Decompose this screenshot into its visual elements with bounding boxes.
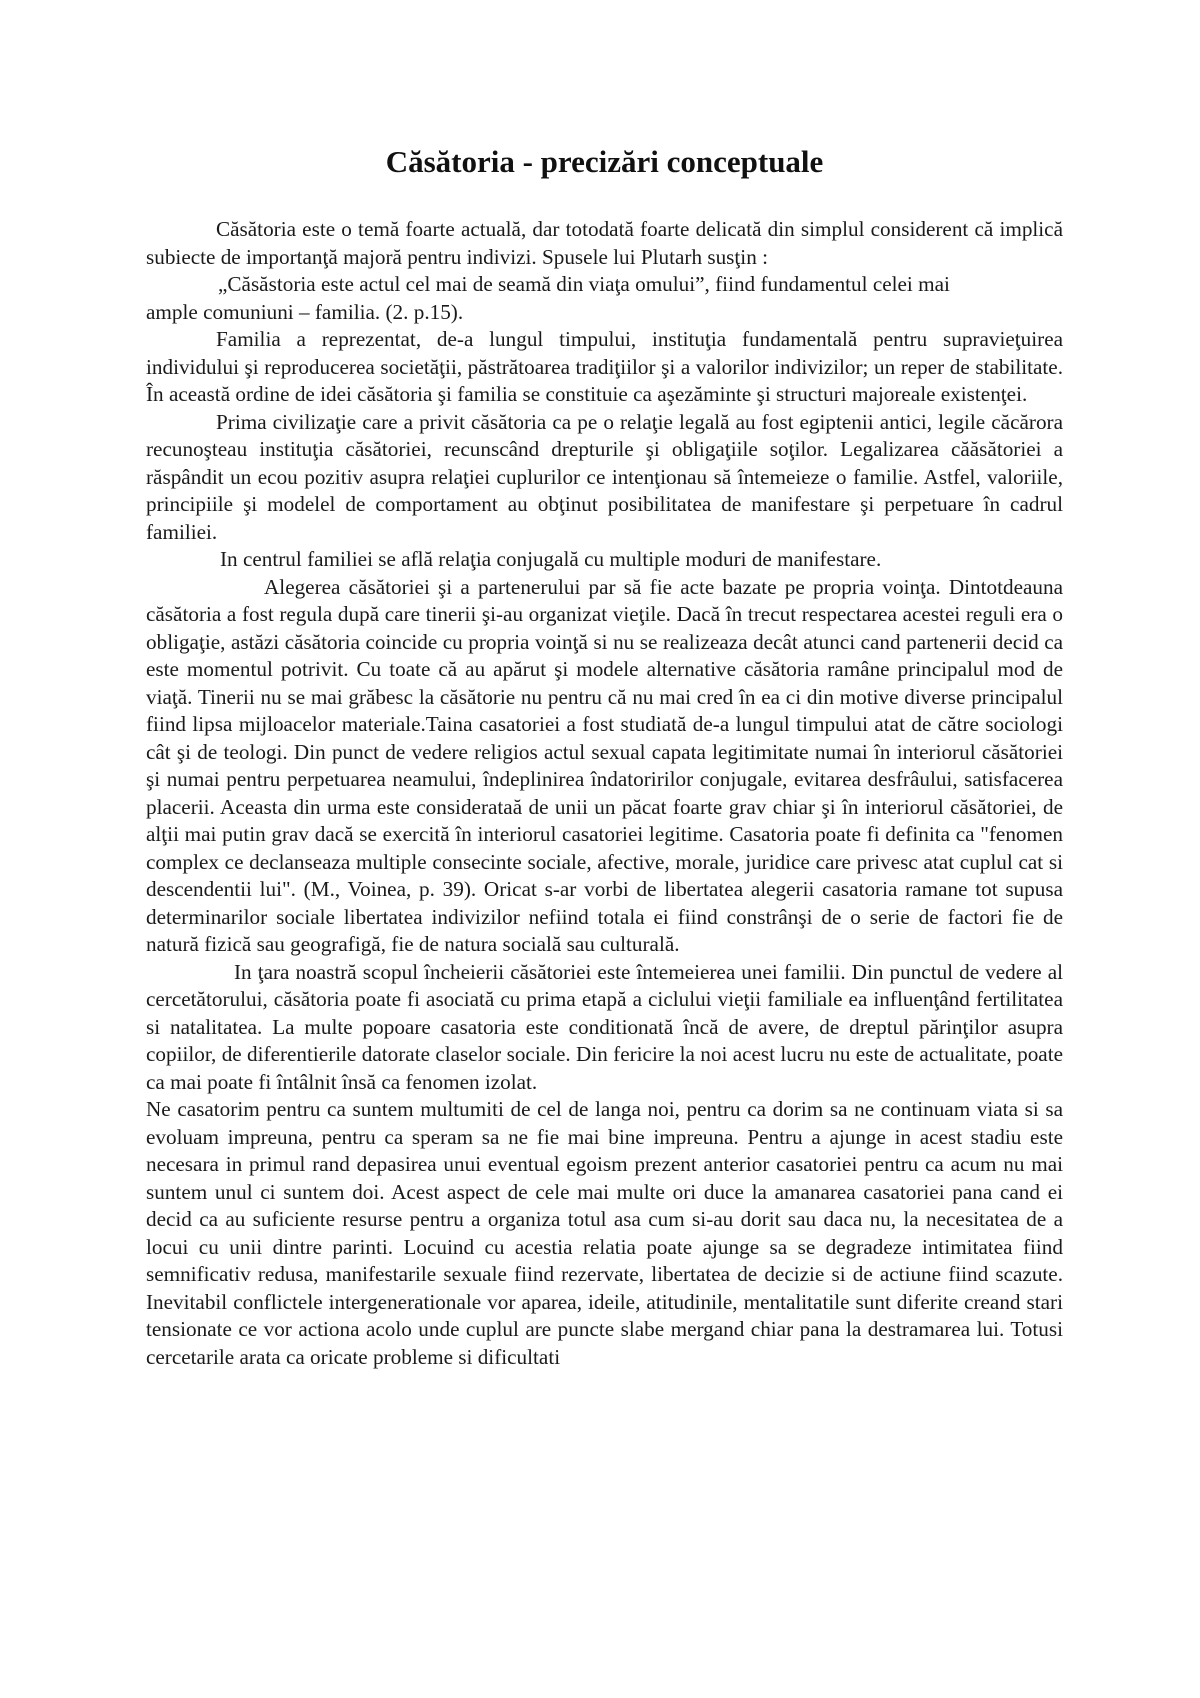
paragraph-country: In ţara noastră scopul încheierii căsătoriei este întemeierea unei familii. Din punctul de vedere al cercetătorului, căsătoria poate fi asociată cu prima etapă a ciclului vieţii familiale ea influenţând fertilitatea si natalitatea. La multe popoare casatoria este conditionată încă de avere, de dreptul părinţilor asupra copiilor, de diferentierile datorate claselor sociale. Din fericire la noi acest lucru nu este de actualitate, poate ca mai poate fi întâlnit însă ca fenomen izolat. [146, 959, 1063, 1094]
paragraph-quote-continuation: ample comuniuni – familia. (2. p.15). [146, 299, 464, 324]
paragraph-reasons: Ne casatorim pentru ca suntem multumiti de cel de langa noi, pentru ca dorim sa ne continuam viata si sa evoluam impreuna, pentru ca speram sa ne fie mai bine impreuna. Pentru a ajunge in acest stadiu este necesara in primul rand depasirea unui eventual egoism prezent anterior casatoriei pentru ca acum nu mai suntem unul ci suntem doi. Acest aspect de cele mai multe ori duce la amanarea casatoriei pana cand ei decid ca au suficiente resurse pentru a organiza totul asa cum si-au dorit sau daca nu, la necesitatea de a locui cu unii dintre parinti. Locuind cu acestia relatia poate ajunge sa se degradeze intimitatea fiind semnificativ redusa, manifestarile sexuale fiind rezervate, libertatea de decizie si de actiune fiind scazute. Inevitabil conflictele intergenerationale vor aparea, ideile, atitudinile, mentalitatile sunt diferite creand stari tensionate ce vor actiona acolo unde cuplul are puncte slabe mergand chiar pana la destramarea lui. Totusi cercetarile arata ca oricate probleme si dificultati [146, 1097, 1063, 1369]
document-body [146, 142, 1063, 1371]
paragraph-choice: Alegerea căsătoriei şi a partenerului par să fie acte bazate pe propria voinţa. Dintotdeauna căsătoria a fost regula după care tinerii şi-au organizat vieţile. Dacă în trecut respectarea acestei reguli era o obligaţie, astăzi căsătoria coincide cu propria voinţă si nu se realizeaza decât atunci cand partenerii decid ca este momentul potrivit. Cu toate că au apărut şi modele alternative căsătoria ramâne principalul mod de viaţă. Tinerii nu se mai grăbesc la căsătorie nu pentru că nu mai cred în ea ci din motive diverse principalul fiind lipsa mijloacelor materiale.Taina casatoriei a fost studiată de-a lungul timpului atat de către sociologi cât şi de teologi. Din punct de vedere religios actul sexual capata legitimitate numai în interiorul căsătoriei şi numai pentru perpetuarea neamului, îndeplinirea îndatoririlor conjugale, evitarea desfrâului, satisfacerea placerii. Aceasta din urma este considerataă de unii un păcat foarte grav chiar şi în interiorul căsătoriei, de alţii mai putin grav dacă se exercită în interiorul casatoriei legitime. Casatoria poate fi definita ca "fenomen complex ce declanseaza multiple consecinte sociale, afective, morale, juridice care privesc atat cuplul cat si descendentii lui". (M., Voinea, p. 39). Oricat s-ar vorbi de libertatea alegerii casatoria ramane tot supusa determinarilor sociale libertatea indivizilor nefiind totala ei fiind constrânşi de o serie de factori fie de natură fizică sau geografigă, fie de natura socială sau culturală. [146, 574, 1063, 956]
paragraph-family: Familia a reprezentat, de-a lungul timpului, instituţia fundamentală pentru supravieţuirea individului şi reproducerea societăţii, păstrătoarea tradiţiilor şi a valorilor indivizilor; un reper de stabilitate. În această ordine de idei căsătoria şi familia se constituie ca aşezăminte şi structuri majoreale existenţei. [146, 327, 1063, 406]
paragraph-civilization: Prima civilizaţie care a privit căsătoria ca pe o relaţie legală au fost egiptenii antici, legile căcărora recunoşteau instituţia căsătoriei, recunscând drepturile şi obligaţiile soţilor. Legalizarea căăsătoriei a răspândit un ecou pozitiv asupra relaţiei cuplurilor ce intenţionau să întemeieze o familie. Astfel, valoriile, principiile şi modelel de comportament au obţinut posibilitatea de manifestare şi perpetuare în cadrul familiei. [146, 409, 1063, 544]
paragraph-conjugal: In centrul familiei se află relaţia conjugală cu multiple moduri de manifestare. [220, 547, 882, 571]
paragraph-quote: „Căsăstoria este actul cel mai de seamă din viaţa omului”, fiind fundamentul celei mai [218, 272, 950, 296]
page-title: Căsătoria - precizări conceptuale [385, 144, 824, 179]
paragraph-intro: Căsătoria este o temă foarte actuală, dar totodată foarte delicată din simplul considerent că implică subiecte de importanţă majoră pentru indivizi. Spusele lui Plutarh susţin : [146, 217, 1063, 269]
